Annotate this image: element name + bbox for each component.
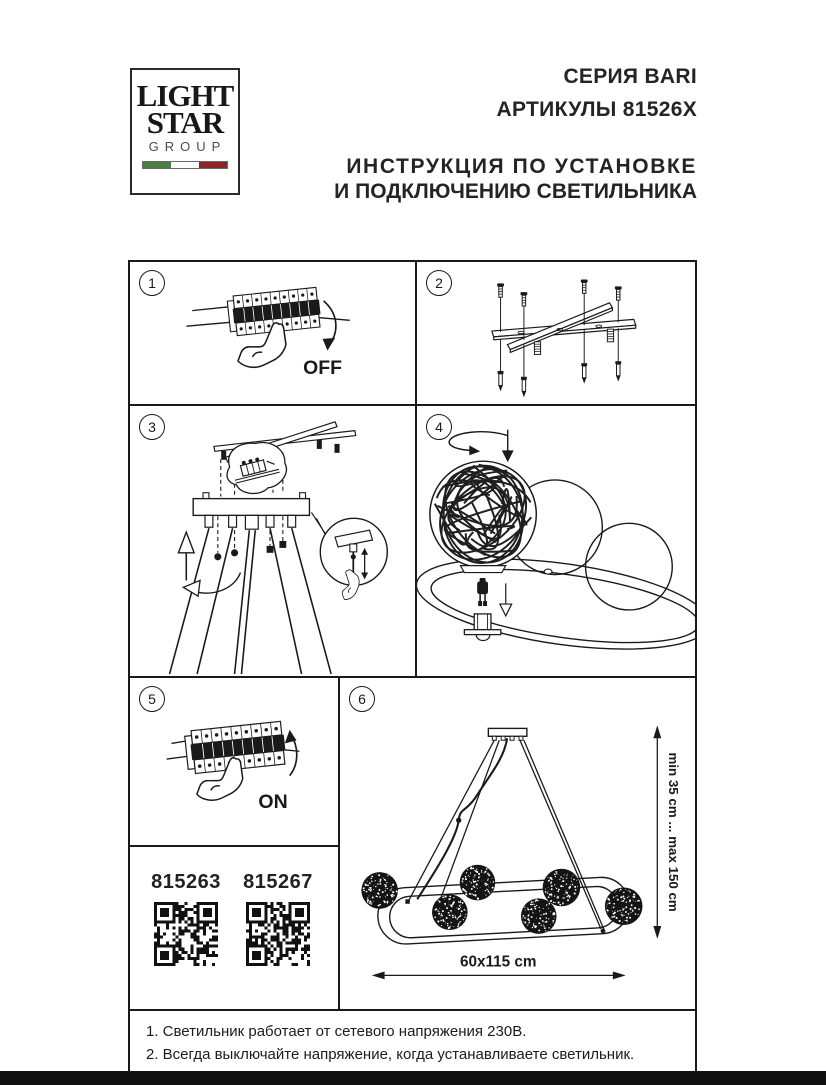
qr-code-815267 (246, 902, 310, 966)
g9-bulb-icon (477, 578, 488, 606)
flag-white (171, 162, 199, 168)
arrow-down-icon (323, 338, 336, 351)
step-5-number: 5 (139, 686, 165, 712)
canopy-install-illustration (130, 406, 415, 676)
height-dimension-label: min 35 cm ... max 150 cm (666, 752, 682, 912)
step-5-panel (128, 676, 340, 847)
chandelier-dimensions-illustration (340, 678, 695, 1009)
article-code-right: 815267 (243, 871, 313, 893)
socket-icon (464, 614, 500, 641)
step-1-panel (128, 260, 417, 406)
glass-sphere-2 (586, 523, 673, 610)
arrow-down-icon (500, 604, 512, 616)
qr-codes-panel (128, 845, 340, 1011)
textured-spheres (361, 865, 642, 934)
arrow-down-icon (502, 450, 514, 462)
mounting-rails-illustration (417, 262, 695, 404)
ceiling-plate (488, 728, 527, 736)
italian-flag-stripe (142, 161, 228, 169)
on-label: ON (258, 790, 288, 813)
article-numbers: АРТИКУЛЫ 81526X (496, 98, 697, 121)
step-6-panel (338, 676, 697, 1011)
page-bottom-bar (0, 1071, 826, 1085)
canopy-body (193, 499, 309, 516)
step-3-panel (128, 404, 417, 678)
logo-word-light: LIGHT (136, 78, 234, 113)
flag-red (199, 162, 227, 168)
flag-green (143, 162, 171, 168)
arrow-up-icon (178, 532, 194, 553)
lightstar-logo (130, 68, 240, 195)
rotate-arrow-icon (469, 445, 480, 455)
page-title (334, 154, 697, 204)
footer-notes (128, 1009, 697, 1073)
step-4-number: 4 (426, 414, 452, 440)
article-code-left: 815263 (151, 871, 221, 893)
qr-block-815267 (234, 871, 322, 971)
header-text (334, 64, 697, 204)
qr-code-815263 (154, 902, 218, 966)
title-line-2: И ПОДКЛЮЧЕНИЮ СВЕТИЛЬНИКА (334, 180, 697, 203)
qr-block-815263 (142, 871, 230, 971)
width-dimension-label: 60x115 cm (459, 953, 537, 971)
logo-word-group: GROUP (148, 139, 227, 154)
footer-note-1: 1. Светильник работает от сетевого напряжения 230В. (146, 1023, 527, 1040)
breaker-off-illustration (130, 262, 415, 404)
step-3-number: 3 (139, 414, 165, 440)
logo-word-star: STAR (146, 105, 224, 140)
series-name: СЕРИЯ BARI (563, 65, 697, 88)
footer-note-2: 2. Всегда выключайте напряжение, когда устанавливаете светильник. (146, 1046, 635, 1063)
title-line-1: ИНСТРУКЦИЯ ПО УСТАНОВКЕ (346, 155, 697, 178)
step-2-panel (415, 260, 697, 406)
step-4-panel (415, 404, 697, 678)
off-label: OFF (303, 356, 343, 379)
step-2-number: 2 (426, 270, 452, 296)
height-dimension (653, 725, 681, 938)
shade-bulb-illustration (417, 406, 695, 676)
width-dimension (372, 954, 626, 980)
step-6-number: 6 (349, 686, 375, 712)
step-1-number: 1 (139, 270, 165, 296)
